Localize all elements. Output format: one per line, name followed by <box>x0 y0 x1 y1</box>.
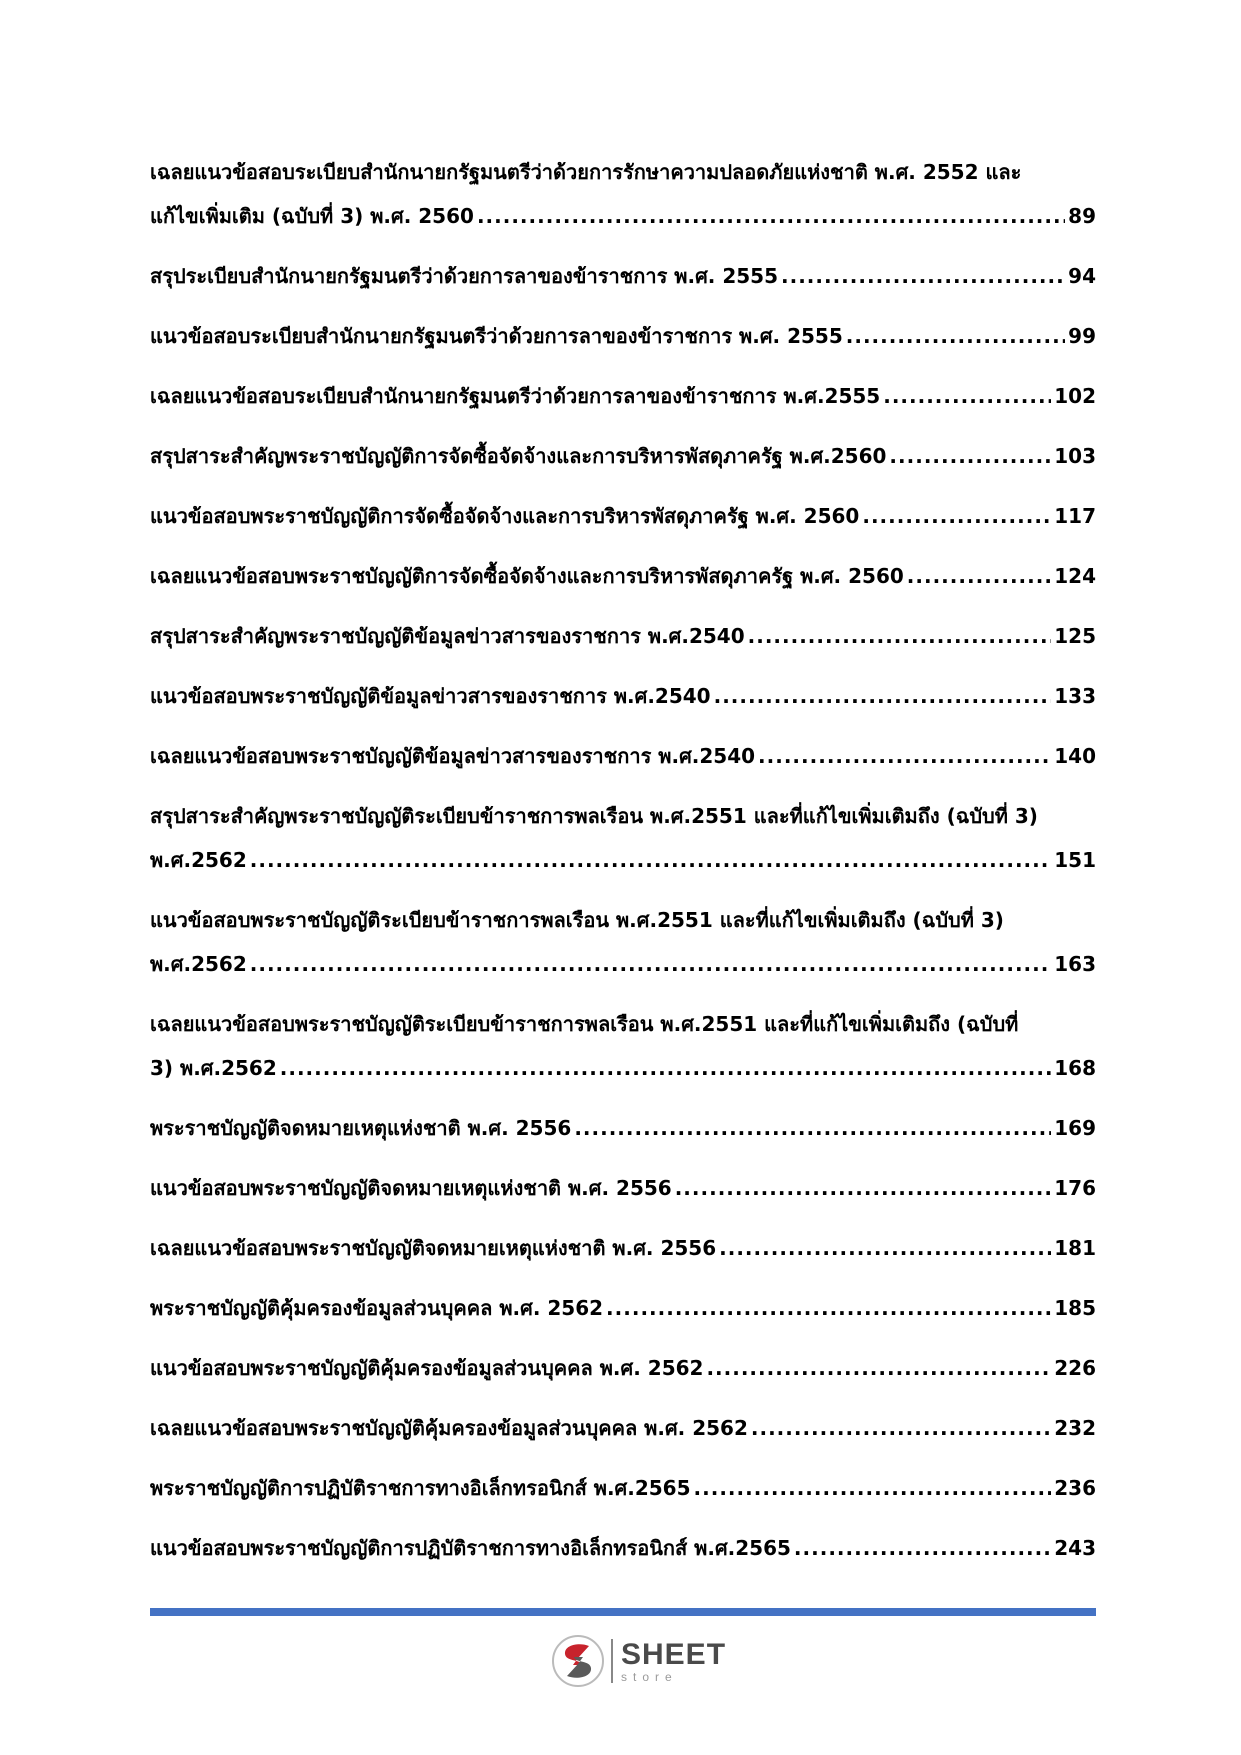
dot-leader <box>574 1106 1051 1150</box>
dot-leader <box>714 674 1052 718</box>
toc-page-number: 89 <box>1068 204 1096 228</box>
dot-leader <box>862 494 1051 538</box>
dot-leader <box>846 314 1065 358</box>
toc-entry[interactable] <box>150 1226 1096 1270</box>
toc-entry-title: สรุประเบียบสำนักนายกรัฐมนตรีว่าด้วยการลาของข้าราชการ พ.ศ. 2555 <box>150 264 778 288</box>
toc-entry-title-line: เฉลยแนวข้อสอบระเบียบสำนักนายกรัฐมนตรีว่าด้วยการรักษาความปลอดภัยแห่งชาติ พ.ศ. 2552 และ <box>150 160 1022 184</box>
toc-entry[interactable] <box>150 734 1096 778</box>
toc-page-number: 124 <box>1054 564 1096 588</box>
footer-rule <box>150 1608 1096 1616</box>
dot-leader <box>606 1286 1051 1330</box>
toc-entry-title: พ.ศ.2562 <box>150 848 247 872</box>
toc-entry-title: เฉลยแนวข้อสอบพระราชบัญญัติการจัดซื้อจัดจ้างและการบริหารพัสดุภาครัฐ พ.ศ. 2560 <box>150 564 904 588</box>
dot-leader <box>794 1526 1051 1570</box>
toc-page-number: 169 <box>1054 1116 1096 1140</box>
dot-leader <box>748 614 1052 658</box>
toc-page-number: 99 <box>1068 324 1096 348</box>
toc-entry-title: พ.ศ.2562 <box>150 952 247 976</box>
toc-entry-title: สรุปสาระสำคัญพระราชบัญญัติการจัดซื้อจัดจ้างและการบริหารพัสดุภาครัฐ พ.ศ.2560 <box>150 444 887 468</box>
toc-entry[interactable] <box>150 1466 1096 1510</box>
table-of-contents <box>150 150 1096 1586</box>
dot-leader <box>675 1166 1052 1210</box>
toc-entry-title-line: เฉลยแนวข้อสอบพระราชบัญญัติระเบียบข้าราชการพลเรือน พ.ศ.2551 และที่แก้ไขเพิ่มเติมถึง (ฉบับที่ <box>150 1012 1019 1036</box>
dot-leader <box>883 374 1051 418</box>
toc-entry-title: แนวข้อสอบพระราชบัญญัติการปฏิบัติราชการทางอิเล็กทรอนิกส์ พ.ศ.2565 <box>150 1536 791 1560</box>
dot-leader <box>694 1466 1052 1510</box>
toc-entry-title: แนวข้อสอบพระราชบัญญัติจดหมายเหตุแห่งชาติ พ.ศ. 2556 <box>150 1176 672 1200</box>
logo-word: SHEET <box>621 1637 727 1671</box>
toc-entry-title: เฉลยแนวข้อสอบระเบียบสำนักนายกรัฐมนตรีว่าด้วยการลาของข้าราชการ พ.ศ.2555 <box>150 384 881 408</box>
toc-entry[interactable] <box>150 1286 1096 1330</box>
dot-leader <box>250 942 1052 986</box>
toc-page-number: 185 <box>1054 1296 1096 1320</box>
dot-leader <box>250 838 1052 882</box>
toc-entry[interactable] <box>150 254 1096 298</box>
dot-leader <box>751 1406 1051 1450</box>
toc-entry[interactable] <box>150 1166 1096 1210</box>
toc-entry-title: พระราชบัญญัติการปฏิบัติราชการทางอิเล็กทรอนิกส์ พ.ศ.2565 <box>150 1476 691 1500</box>
toc-entry[interactable] <box>150 434 1096 478</box>
toc-entry-title: แนวข้อสอบพระราชบัญญัติข้อมูลข่าวสารของราชการ พ.ศ.2540 <box>150 684 711 708</box>
toc-entry-title-line: สรุปสาระสำคัญพระราชบัญญัติระเบียบข้าราชการพลเรือน พ.ศ.2551 และที่แก้ไขเพิ่มเติมถึง (ฉบับที่ 3) <box>150 804 1038 828</box>
toc-page-number: 181 <box>1054 1236 1096 1260</box>
toc-page-number: 117 <box>1054 504 1096 528</box>
toc-entry[interactable] <box>150 898 1096 986</box>
logo-separator <box>611 1639 613 1683</box>
toc-entry[interactable] <box>150 614 1096 658</box>
toc-page-number: 176 <box>1054 1176 1096 1200</box>
toc-entry[interactable] <box>150 1106 1096 1150</box>
toc-page-number: 226 <box>1054 1356 1096 1380</box>
toc-entry[interactable] <box>150 794 1096 882</box>
toc-entry-title: เฉลยแนวข้อสอบพระราชบัญญัติข้อมูลข่าวสารของราชการ พ.ศ.2540 <box>150 744 756 768</box>
toc-page-number: 151 <box>1054 848 1096 872</box>
toc-entry[interactable] <box>150 554 1096 598</box>
dot-leader <box>719 1226 1051 1270</box>
toc-entry[interactable] <box>150 674 1096 718</box>
toc-entry[interactable] <box>150 1002 1096 1090</box>
toc-entry-title: สรุปสาระสำคัญพระราชบัญญัติข้อมูลข่าวสารของราชการ พ.ศ.2540 <box>150 624 745 648</box>
dot-leader <box>907 554 1051 598</box>
toc-entry[interactable] <box>150 1526 1096 1570</box>
toc-page-number: 102 <box>1054 384 1096 408</box>
dot-leader <box>758 734 1051 778</box>
toc-page-number: 236 <box>1054 1476 1096 1500</box>
toc-entry-title: พระราชบัญญัติคุ้มครองข้อมูลส่วนบุคคล พ.ศ. 2562 <box>150 1296 604 1320</box>
sheet-store-logo <box>551 1633 726 1689</box>
toc-page-number: 163 <box>1054 952 1096 976</box>
dot-leader <box>781 254 1065 298</box>
toc-entry-title: แนวข้อสอบพระราชบัญญัติการจัดซื้อจัดจ้างและการบริหารพัสดุภาครัฐ พ.ศ. 2560 <box>150 504 860 528</box>
toc-entry-title-line: แนวข้อสอบพระราชบัญญัติระเบียบข้าราชการพลเรือน พ.ศ.2551 และที่แก้ไขเพิ่มเติมถึง (ฉบับที่ 3) <box>150 908 1004 932</box>
dot-leader <box>889 434 1051 478</box>
dot-leader <box>706 1346 1051 1390</box>
toc-entry[interactable] <box>150 1346 1096 1390</box>
toc-page-number: 140 <box>1054 744 1096 768</box>
toc-entry[interactable] <box>150 1406 1096 1450</box>
toc-entry-title: เฉลยแนวข้อสอบพระราชบัญญัติจดหมายเหตุแห่งชาติ พ.ศ. 2556 <box>150 1236 717 1260</box>
toc-entry[interactable] <box>150 494 1096 538</box>
toc-page-number: 94 <box>1068 264 1096 288</box>
toc-entry[interactable] <box>150 374 1096 418</box>
toc-page-number: 133 <box>1054 684 1096 708</box>
sheet-store-s-icon <box>551 1634 605 1688</box>
toc-page-number: 125 <box>1054 624 1096 648</box>
toc-entry[interactable] <box>150 314 1096 358</box>
toc-entry-title: พระราชบัญญัติจดหมายเหตุแห่งชาติ พ.ศ. 2556 <box>150 1116 572 1140</box>
toc-page-number: 168 <box>1054 1056 1096 1080</box>
dot-leader <box>477 194 1065 238</box>
logo-text <box>621 1637 727 1684</box>
toc-page-number: 103 <box>1054 444 1096 468</box>
logo-subword: store <box>621 1669 678 1684</box>
toc-page-number: 243 <box>1054 1536 1096 1560</box>
toc-entry-title: 3) พ.ศ.2562 <box>150 1056 277 1080</box>
toc-entry-title: แก้ไขเพิ่มเติม (ฉบับที่ 3) พ.ศ. 2560 <box>150 204 474 228</box>
toc-page-number: 232 <box>1054 1416 1096 1440</box>
toc-entry-title: เฉลยแนวข้อสอบพระราชบัญญัติคุ้มครองข้อมูลส่วนบุคคล พ.ศ. 2562 <box>150 1416 748 1440</box>
toc-entry[interactable] <box>150 150 1096 238</box>
toc-entry-title: แนวข้อสอบระเบียบสำนักนายกรัฐมนตรีว่าด้วยการลาของข้าราชการ พ.ศ. 2555 <box>150 324 843 348</box>
toc-entry-title: แนวข้อสอบพระราชบัญญัติคุ้มครองข้อมูลส่วนบุคคล พ.ศ. 2562 <box>150 1356 704 1380</box>
dot-leader <box>280 1046 1051 1090</box>
